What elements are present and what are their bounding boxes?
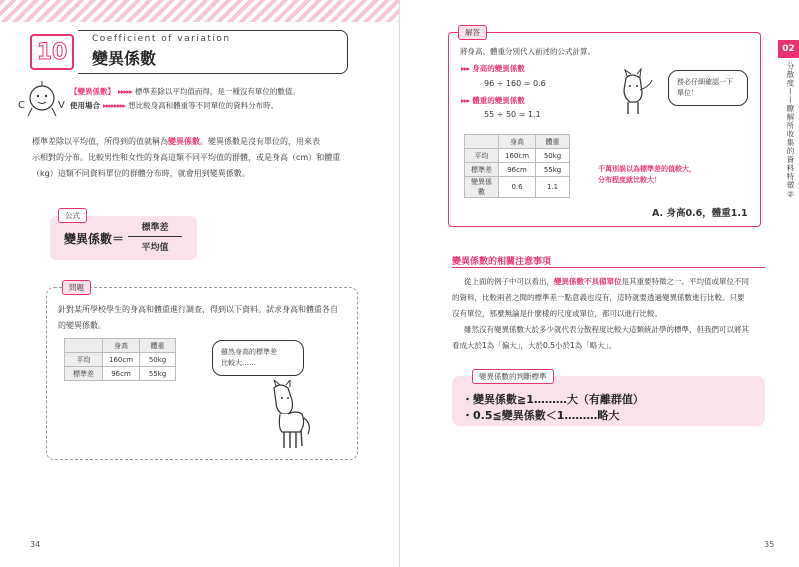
body-text: 從上面的例子中可以看出， (464, 277, 554, 286)
final-answer: A. 身高0.6，體重1.1 (652, 208, 748, 219)
table-row (465, 163, 570, 177)
svg-text:V: V (58, 100, 65, 111)
table-cell: 50kg (536, 149, 570, 163)
criteria-tag: 變異係數的判斷標準 (472, 369, 554, 384)
formula-tag: 公式 (58, 208, 87, 223)
definition-line (70, 86, 300, 97)
table-cell: 1.1 (536, 177, 570, 198)
fraction-bar (128, 236, 182, 237)
table-cell: 96cm (103, 367, 140, 381)
table-cell: 50kg (140, 353, 176, 367)
table-row (65, 339, 176, 353)
table-row (65, 353, 176, 367)
section-number: 10 (30, 34, 74, 70)
speech-bubble (668, 70, 748, 106)
table-row (65, 367, 176, 381)
section-title: 變異係數的相關注意事項 (452, 257, 552, 267)
bubble-line: 比較大…… (221, 359, 256, 367)
height-calc: 96 ÷ 160 = 0.6 (484, 79, 546, 88)
page-title: 變異係數 (92, 49, 157, 68)
bubble-line: 雖然身高的標準差 (221, 348, 277, 356)
arrow-icon: ▸▸▸ (461, 96, 470, 105)
table-cell: 平均 (465, 149, 499, 163)
table-cell: 160cm (499, 149, 536, 163)
cv-mascot-icon (14, 78, 66, 122)
table-row (465, 149, 570, 163)
table-header: 身高 (499, 135, 536, 149)
svg-text:C: C (18, 100, 25, 111)
paragraph-line: 標準差除以平均值，所得到的值就稱為 (32, 137, 168, 146)
bubble-line: 務必仔細確認一下 (677, 78, 733, 86)
speech-bubble (212, 340, 304, 376)
body-text: 是其重要特徵之一。平均值或單位不同 (621, 277, 749, 286)
formula-lhs: 變異係數＝ (64, 232, 125, 246)
body-highlight: 變異係數不具備單位 (554, 277, 622, 286)
body-line: 沒有單位，那麼無論是什麼樣的尺度或單位，都可以進行比較。 (452, 309, 662, 318)
formula-denominator: 平均值 (141, 243, 169, 253)
bubble-line: 單位！ (677, 89, 698, 97)
answer-table (464, 134, 570, 198)
usage-line (70, 100, 278, 111)
weight-calc: 55 ÷ 50 = 1.1 (484, 110, 541, 119)
criteria-item: ・變異係數≧1………大（有離群值） (462, 393, 644, 406)
chapter-tab: 02 (778, 40, 799, 58)
problem-line: 的變異係數。 (58, 321, 106, 330)
paragraph-line-tail: 。變異係數是沒有單位的，用來表 (200, 137, 320, 146)
intro-paragraph (32, 134, 372, 182)
table-row (465, 177, 570, 198)
header-stripes (0, 0, 399, 22)
table-cell: 160cm (103, 353, 140, 367)
height-label-line (458, 63, 525, 74)
body-line: 看成大於1為「偏大」，大於0.5小於1為「略大」。 (452, 341, 616, 350)
definition-key: 【變異係數】 (70, 87, 115, 96)
problem-table (64, 338, 176, 381)
section-underline (452, 267, 765, 268)
title-english: Coefficient of variation (92, 34, 231, 44)
table-header: 體重 (140, 339, 176, 353)
weight-label: 體重的變異係數 (472, 96, 525, 105)
page-number: 35 (764, 540, 775, 549)
table-cell: 標準差 (65, 367, 103, 381)
page-number: 34 (30, 540, 41, 549)
weight-label-line (458, 95, 525, 106)
table-cell: 平均 (65, 353, 103, 367)
paragraph-line: 示相對的分布。比較男性和女性的身高這類不同平均值的群體，或是身高（cm）和體重 (32, 153, 341, 162)
problem-text (58, 302, 358, 334)
horse-icon (618, 68, 658, 118)
usage-text: 想比較身高和體重等不同單位的資料分布時。 (128, 101, 279, 110)
criteria-item: ・0.5≦變異係數＜1………略大 (462, 409, 620, 422)
body-paragraph (452, 274, 772, 354)
table-cell: 55kg (536, 163, 570, 177)
table-header (465, 135, 499, 149)
definition-text: 標準差除以平均值而得，是一種沒有單位的數值。 (134, 87, 300, 96)
paragraph-line: （kg）這類不同資料單位的群體分布時，就會用到變異係數。 (32, 169, 250, 178)
arrow-icon: ▸▸▸▸▸ (118, 87, 132, 96)
problem-line: 針對某所學校學生的身高和體重進行調查，得到以下資料。試求身高和體重各自 (58, 305, 338, 314)
body-line: 的資料，比較兩者之間的標準差一點意義也沒有，這時就要透過變異係數進行比較。只要 (452, 293, 745, 302)
table-header: 身高 (103, 339, 140, 353)
problem-tag: 問題 (62, 280, 91, 295)
chapter-title: 分散度——瞭解所收集的資料特徵② (786, 62, 795, 200)
paragraph-highlight: 變異係數 (168, 137, 200, 146)
table-row (465, 135, 570, 149)
answer-tag: 解答 (458, 25, 487, 40)
table-cell: 變異係數 (465, 177, 499, 198)
table-header (65, 339, 103, 353)
table-cell: 55kg (140, 367, 176, 381)
height-label: 身高的變異係數 (472, 64, 525, 73)
note-line: 分布程度就比較大！ (598, 176, 661, 184)
answer-intro: 將身高、體重分別代入前述的公式計算。 (460, 47, 595, 56)
horse-icon (260, 380, 314, 452)
body-line: 雖然沒有變異係數大於多少就代表分散程度比較大這類統計學的標準，但我們可以將其 (464, 325, 749, 334)
note-line: 千萬別誤以為標準差的值較大， (598, 165, 696, 173)
table-cell: 96cm (499, 163, 536, 177)
usage-key: 使用場合 (70, 101, 100, 110)
table-cell: 標準差 (465, 163, 499, 177)
left-page (0, 0, 399, 567)
right-page (400, 0, 799, 567)
table-note (598, 164, 696, 186)
arrow-icon: ▸▸▸▸▸▸▸▸ (103, 101, 126, 110)
table-header: 體重 (536, 135, 570, 149)
formula-numerator: 標準差 (141, 223, 169, 233)
table-cell: 0.6 (499, 177, 536, 198)
arrow-icon: ▸▸▸ (461, 64, 470, 73)
